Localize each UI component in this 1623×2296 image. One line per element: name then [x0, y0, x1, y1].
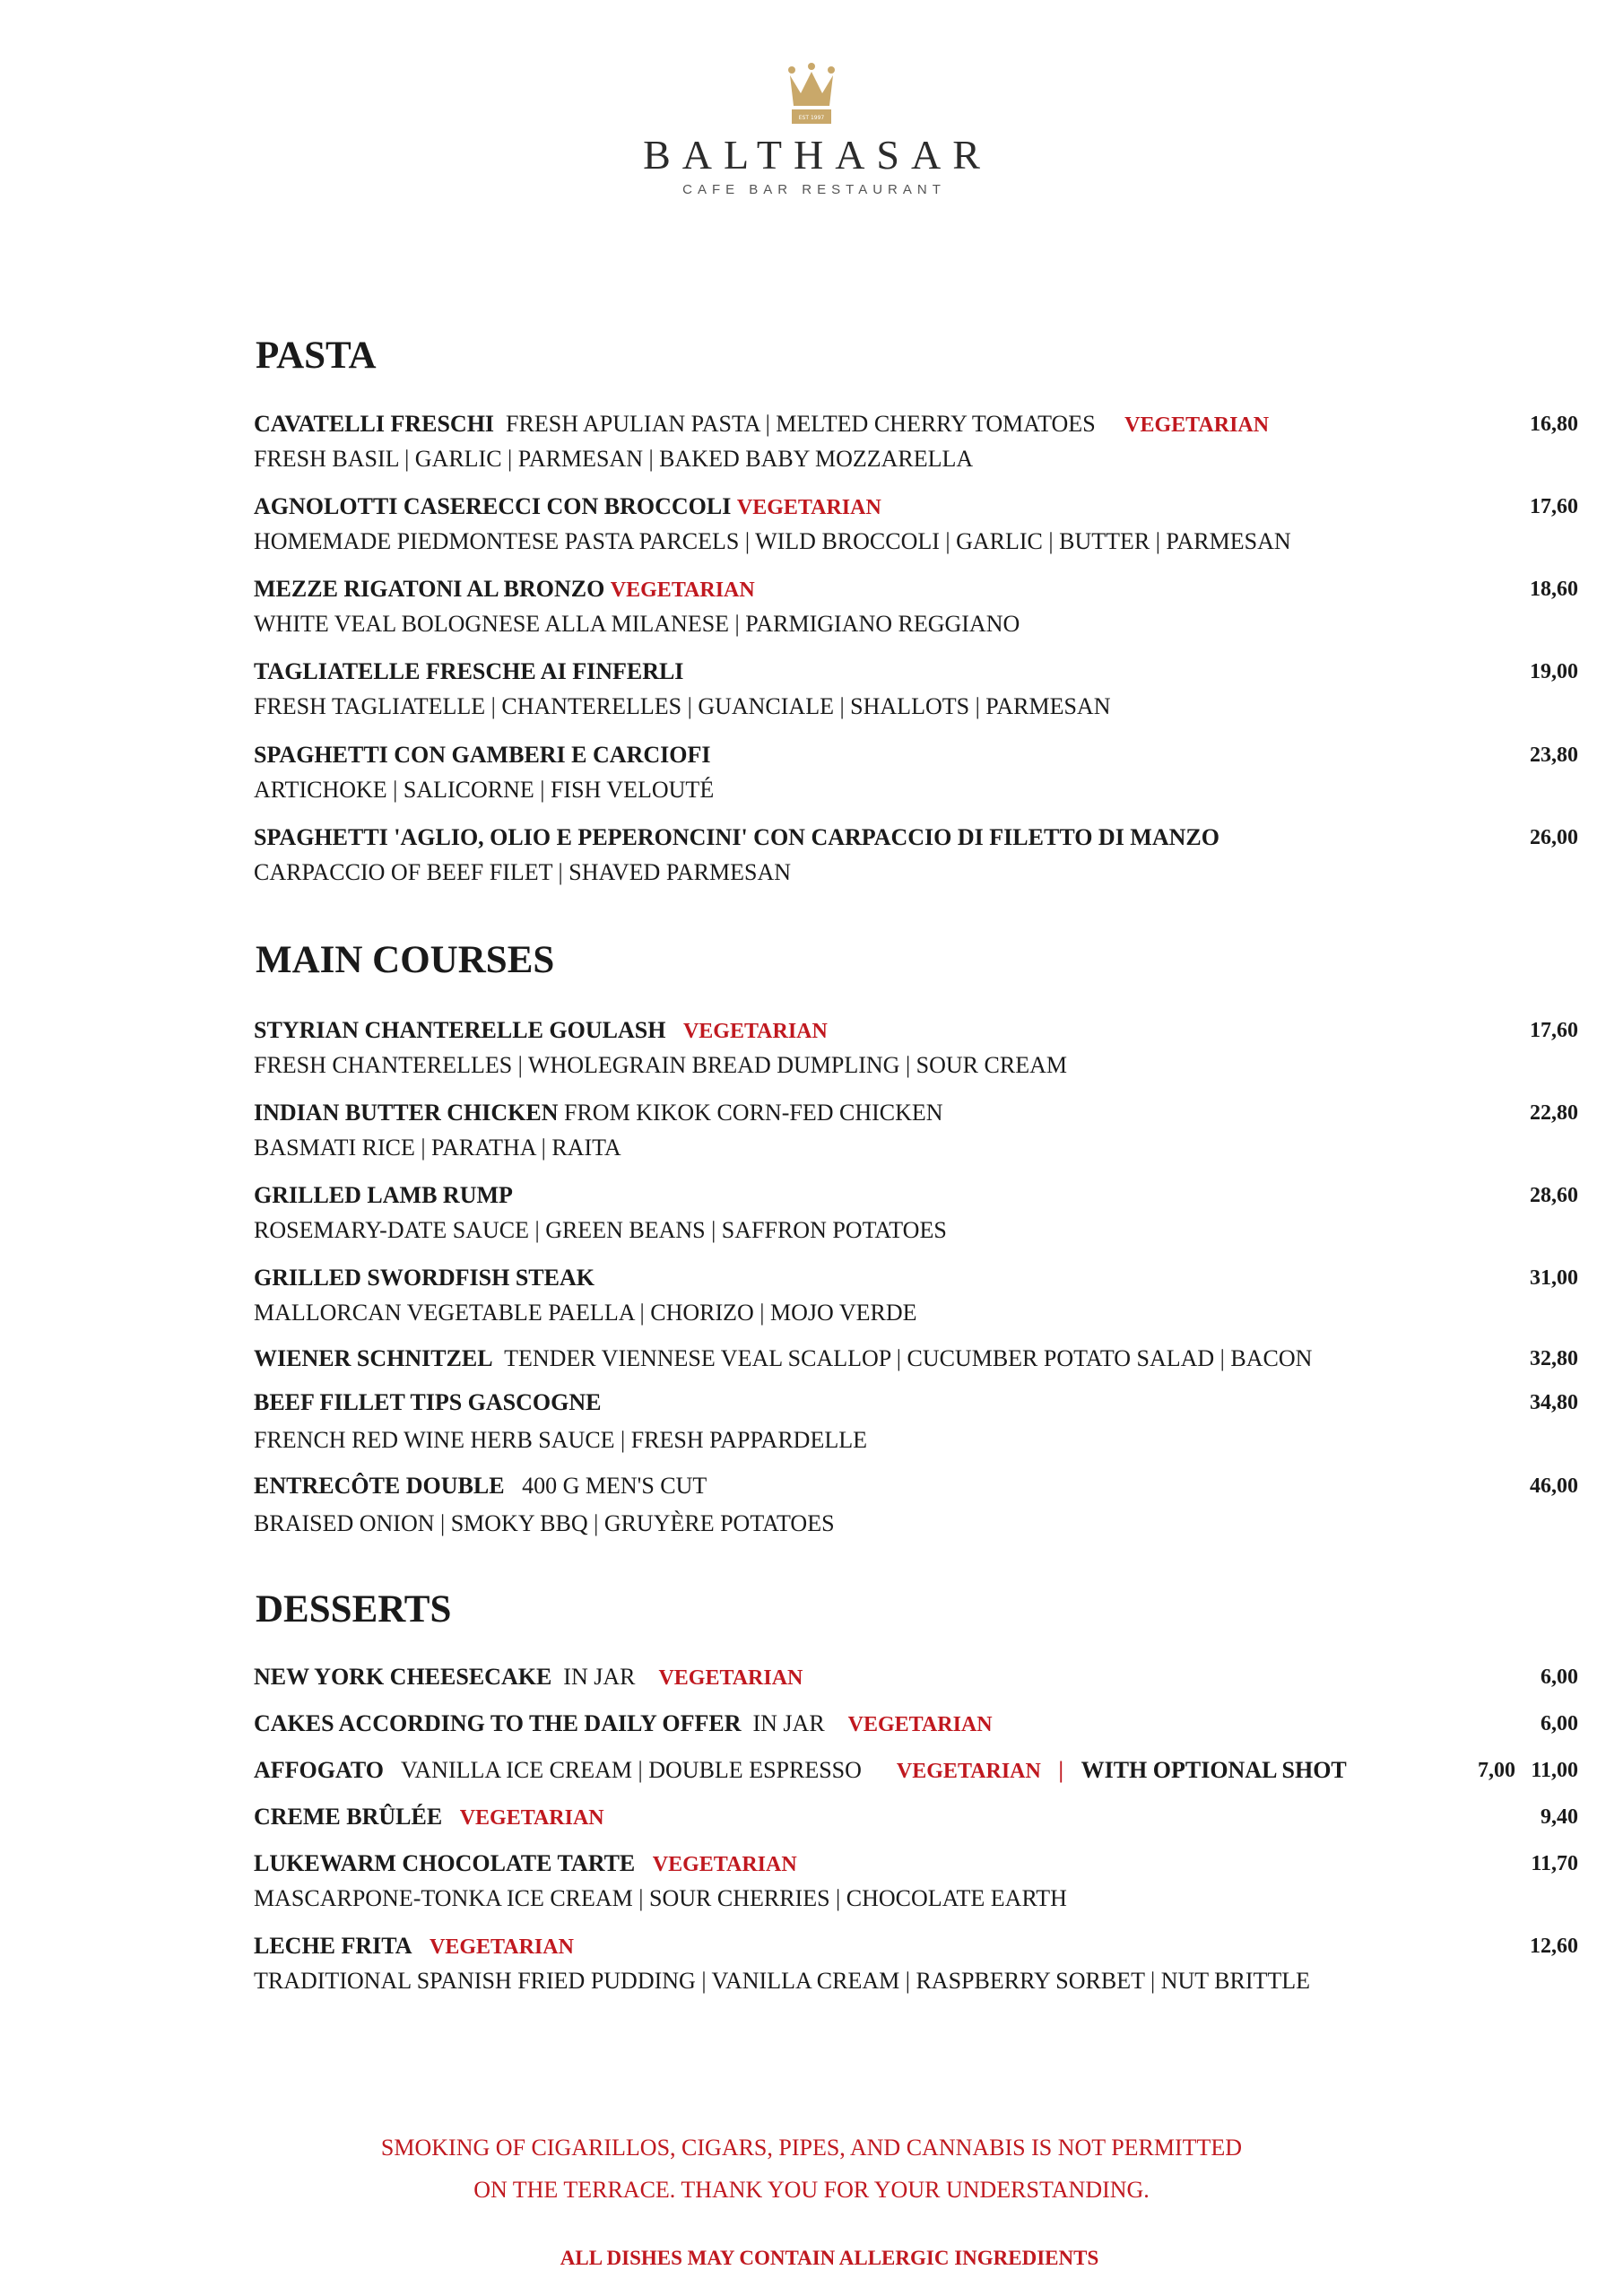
vegetarian-badge: VEGETARIAN	[430, 1935, 574, 1959]
vegetarian-badge: VEGETARIAN	[459, 1806, 604, 1830]
item-inline-desc: IN JAR	[563, 1664, 636, 1690]
menu-item	[254, 1473, 1578, 1537]
item-name: BEEF FILLET TIPS GASCOGNE	[254, 1389, 602, 1415]
item-extra: WITH OPTIONAL SHOT	[1081, 1757, 1347, 1783]
item-price: 12,60	[1530, 1935, 1578, 1958]
separator: |	[1058, 1757, 1064, 1783]
menu-item	[254, 1017, 1578, 1079]
vegetarian-badge: VEGETARIAN	[896, 1760, 1041, 1783]
menu-item	[254, 493, 1578, 555]
menu-item	[254, 742, 1578, 804]
item-name: ENTRECÔTE DOUBLE	[254, 1473, 505, 1499]
menu-item	[254, 1265, 1578, 1326]
vegetarian-badge: VEGETARIAN	[1124, 413, 1270, 437]
item-description: BASMATI RICE | PARATHA | RAITA	[254, 1135, 621, 1161]
item-price: 18,60	[1530, 578, 1578, 601]
brand-tagline: CAFE BAR RESTAURANT	[682, 182, 946, 197]
menu-item	[254, 1182, 1578, 1244]
menu-item	[254, 411, 1578, 473]
item-name: SPAGHETTI CON GAMBERI E CARCIOFI	[254, 742, 711, 768]
item-name: TAGLIATELLE FRESCHE AI FINFERLI	[254, 658, 684, 684]
item-name: GRILLED SWORDFISH STEAK	[254, 1265, 595, 1291]
item-inline-desc: VANILLA ICE CREAM | DOUBLE ESPRESSO	[400, 1757, 862, 1783]
vegetarian-badge: VEGETARIAN	[682, 1020, 828, 1043]
item-price: 46,00	[1530, 1474, 1578, 1498]
menu-item	[254, 658, 1578, 720]
item-price: 26,00	[1530, 826, 1578, 849]
menu-item	[254, 1710, 1578, 1737]
allergen-notice: ALL DISHES MAY CONTAIN ALLERGIC INGREDIENTS	[560, 2247, 1099, 2269]
item-price: 31,00	[1530, 1266, 1578, 1290]
vegetarian-badge: VEGETARIAN	[652, 1853, 797, 1876]
item-price: 6,00	[1541, 1665, 1578, 1689]
item-description: BRAISED ONION | SMOKY BBQ | GRUYÈRE POTATOES	[254, 1510, 835, 1536]
item-description: FRENCH RED WINE HERB SAUCE | FRESH PAPPARDELLE	[254, 1427, 867, 1453]
vegetarian-badge: VEGETARIAN	[847, 1713, 993, 1736]
item-inline-desc: FRESH APULIAN PASTA | MELTED CHERRY TOMATOES	[506, 411, 1096, 437]
item-description: CARPACCIO OF BEEF FILET | SHAVED PARMESAN	[254, 859, 792, 885]
item-name: CAKES ACCORDING TO THE DAILY OFFER	[254, 1710, 742, 1736]
item-description: TRADITIONAL SPANISH FRIED PUDDING | VANILLA CREAM | RASPBERRY SORBET | NUT BRITTLE	[254, 1968, 1311, 1994]
menu-item	[254, 1345, 1578, 1372]
item-name: STYRIAN CHANTERELLE GOULASH	[254, 1017, 666, 1043]
item-price: 17,60	[1530, 1019, 1578, 1042]
item-name: WIENER SCHNITZEL	[254, 1345, 493, 1371]
crown-icon	[785, 63, 838, 126]
menu-item	[254, 824, 1578, 886]
item-name: INDIAN BUTTER CHICKEN	[254, 1100, 559, 1126]
item-price: 11,00	[1531, 1759, 1578, 1782]
item-price: 32,80	[1530, 1347, 1578, 1370]
section-title-pasta: PASTA	[256, 335, 377, 377]
item-description: HOMEMADE PIEDMONTESE PASTA PARCELS | WILD BROCCOLI | GARLIC | BUTTER | PARMESAN	[254, 528, 1291, 554]
vegetarian-badge: VEGETARIAN	[736, 496, 881, 519]
item-price: 6,00	[1541, 1712, 1578, 1735]
item-name: NEW YORK CHEESECAKE	[254, 1664, 552, 1690]
restaurant-logo	[0, 63, 1623, 197]
item-description: ROSEMARY-DATE SAUCE | GREEN BEANS | SAFFRON POTATOES	[254, 1217, 947, 1243]
item-name: LECHE FRITA	[254, 1933, 412, 1959]
item-name: SPAGHETTI 'AGLIO, OLIO E PEPERONCINI' CON CARPACCIO DI FILETTO DI MANZO	[254, 824, 1219, 850]
item-description: WHITE VEAL BOLOGNESE ALLA MILANESE | PARMIGIANO REGGIANO	[254, 611, 1020, 637]
menu-item	[254, 1389, 1578, 1454]
item-inline-desc: 400 G MEN'S CUT	[522, 1473, 707, 1499]
item-name: LUKEWARM CHOCOLATE TARTE	[254, 1850, 636, 1876]
brand-name: BALTHASAR	[643, 132, 992, 178]
item-price: 11,70	[1531, 1852, 1578, 1875]
item-description: FRESH CHANTERELLES | WHOLEGRAIN BREAD DUMPLING | SOUR CREAM	[254, 1052, 1067, 1078]
item-name: AFFOGATO	[254, 1757, 384, 1783]
item-description: FRESH BASIL | GARLIC | PARMESAN | BAKED BABY MOZZARELLA	[254, 446, 974, 472]
section-title-desserts: DESSERTS	[256, 1588, 452, 1631]
menu-item	[254, 576, 1578, 638]
item-price: 28,60	[1530, 1184, 1578, 1207]
menu-item	[254, 1804, 1578, 1831]
item-name: CAVATELLI FRESCHI	[254, 411, 495, 437]
item-price: 22,80	[1530, 1101, 1578, 1125]
vegetarian-badge: VEGETARIAN	[610, 578, 755, 602]
item-inline-desc: IN JAR	[752, 1710, 825, 1736]
smoking-notice-line2: ON THE TERRACE. THANK YOU FOR YOUR UNDERSTANDING.	[473, 2177, 1150, 2203]
item-description: MALLORCAN VEGETABLE PAELLA | CHORIZO | MOJO VERDE	[254, 1300, 917, 1326]
item-name: CREME BRÛLÉE	[254, 1804, 443, 1830]
item-name: MEZZE RIGATONI AL BRONZO	[254, 576, 605, 602]
item-inline-desc: FROM KIKOK CORN-FED CHICKEN	[564, 1100, 943, 1126]
item-price-alt: 7,00	[1478, 1759, 1515, 1782]
item-price: 9,40	[1541, 1805, 1578, 1829]
menu-item	[254, 1850, 1578, 1912]
section-title-main-courses: MAIN COURSES	[256, 939, 555, 981]
vegetarian-badge: VEGETARIAN	[658, 1666, 803, 1690]
menu-item	[254, 1100, 1578, 1161]
menu-item	[254, 1933, 1578, 1995]
item-price: 23,80	[1530, 744, 1578, 767]
menu-item	[254, 1664, 1578, 1691]
item-name: AGNOLOTTI CASERECCI CON BROCCOLI	[254, 493, 732, 519]
item-description: MASCARPONE-TONKA ICE CREAM | SOUR CHERRIES | CHOCOLATE EARTH	[254, 1885, 1067, 1911]
svg-text:EST 1997: EST 1997	[798, 115, 825, 121]
item-description: ARTICHOKE | SALICORNE | FISH VELOUTÉ	[254, 777, 715, 803]
item-name: GRILLED LAMB RUMP	[254, 1182, 513, 1208]
smoking-notice-line1: SMOKING OF CIGARILLOS, CIGARS, PIPES, AND CANNABIS IS NOT PERMITTED	[380, 2135, 1243, 2161]
menu-item	[254, 1757, 1578, 1784]
item-description: FRESH TAGLIATELLE | CHANTERELLES | GUANCIALE | SHALLOTS | PARMESAN	[254, 693, 1111, 719]
item-price: 16,80	[1530, 413, 1578, 436]
item-inline-desc: TENDER VIENNESE VEAL SCALLOP | CUCUMBER POTATO SALAD | BACON	[504, 1345, 1313, 1371]
item-price: 34,80	[1530, 1391, 1578, 1414]
item-price: 17,60	[1530, 495, 1578, 518]
item-price: 19,00	[1530, 660, 1578, 683]
